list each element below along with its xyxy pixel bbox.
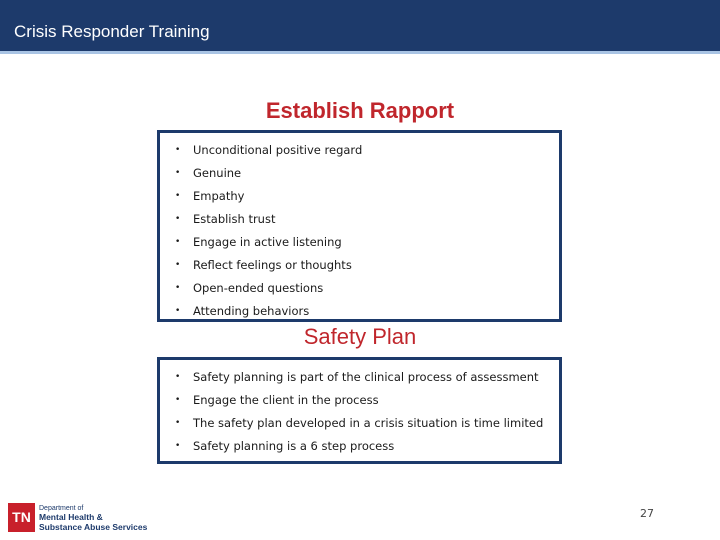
bullet-icon: • — [175, 418, 181, 428]
bullet-icon: • — [175, 145, 181, 155]
list-item: • Safety planning is part of the clinical process of assessment — [175, 367, 543, 390]
list-item: • Safety planning is a 6 step process — [175, 436, 543, 459]
bullet-icon: • — [175, 395, 181, 405]
list-item: • Genuine — [175, 163, 362, 186]
bullet-icon: • — [175, 237, 181, 247]
list-item: • Open-ended questions — [175, 278, 362, 301]
bullet-icon: • — [175, 260, 181, 270]
section-title-establish-rapport: Establish Rapport — [265, 98, 455, 123]
list-item: • Engage in active listening — [175, 232, 362, 255]
bullet-icon: • — [175, 306, 181, 316]
bullet-icon: • — [175, 372, 181, 382]
title-bar — [0, 0, 720, 54]
list-item: • Engage the client in the process — [175, 390, 543, 413]
list-item: • Attending behaviors — [175, 301, 362, 324]
tn-department-logo — [8, 500, 153, 536]
list-item: • Unconditional positive regard — [175, 140, 362, 163]
safety-plan-list — [175, 367, 543, 459]
bullet-icon: • — [175, 214, 181, 224]
bullet-icon: • — [175, 191, 181, 201]
list-item: • Empathy — [175, 186, 362, 209]
page-number: 27 — [640, 507, 654, 520]
safety-plan-box — [157, 357, 562, 464]
department-name: Department of Mental Health & Substance Abuse Services — [39, 505, 148, 532]
section-title-safety-plan: Safety Plan — [303, 324, 417, 349]
establish-rapport-list — [175, 140, 362, 324]
bullet-icon: • — [175, 283, 181, 293]
list-item: • Reflect feelings or thoughts — [175, 255, 362, 278]
bullet-icon: • — [175, 441, 181, 451]
tn-badge-icon: TN — [8, 503, 35, 532]
list-item: • The safety plan developed in a crisis situation is time limited — [175, 413, 543, 436]
bullet-icon: • — [175, 168, 181, 178]
presentation-title: Crisis Responder Training — [14, 22, 210, 41]
establish-rapport-box — [157, 130, 562, 322]
list-item: • Establish trust — [175, 209, 362, 232]
